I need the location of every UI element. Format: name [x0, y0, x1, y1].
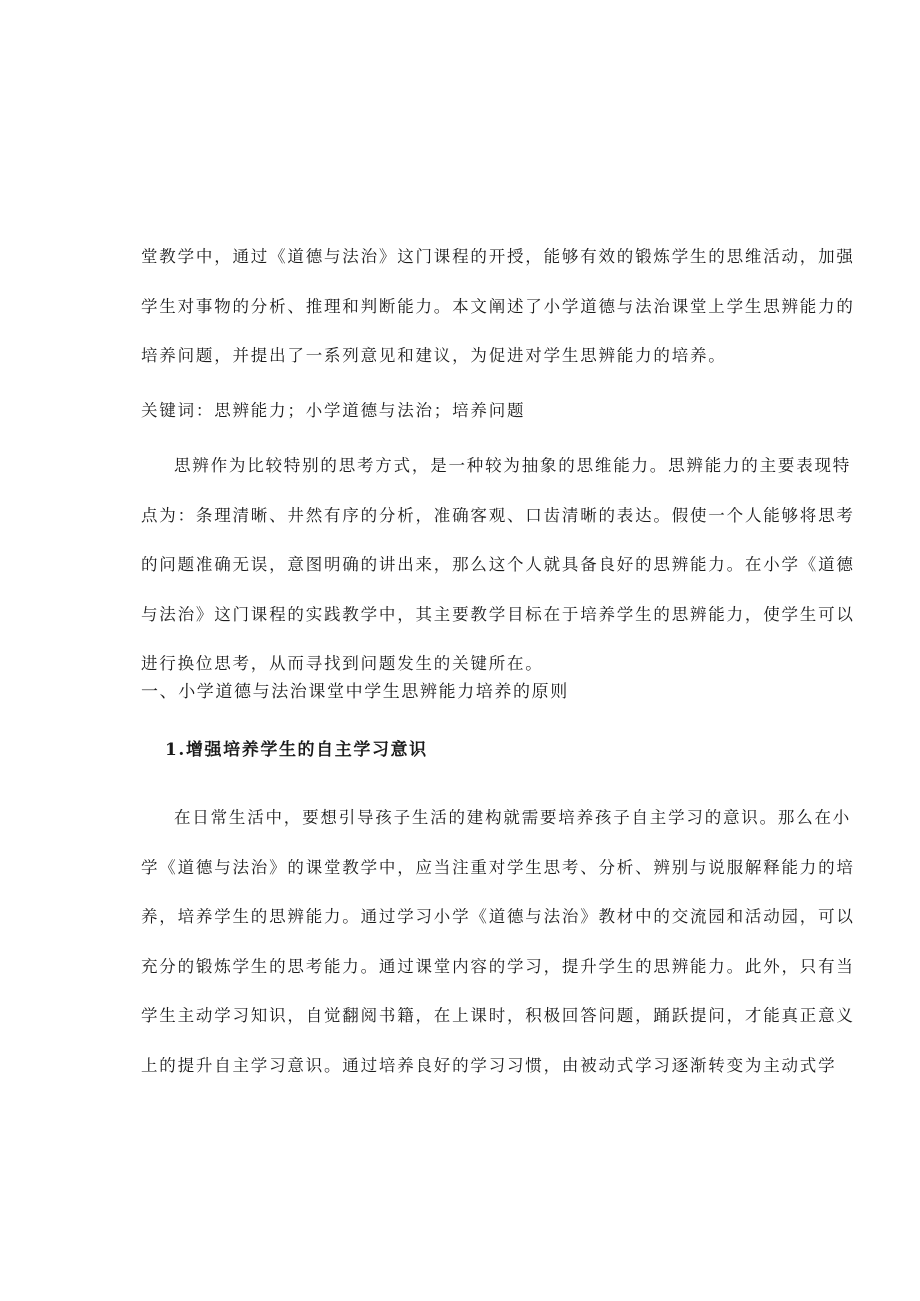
body-paragraph-3 — [141, 793, 855, 1090]
text-line: 的问题准确无误，意图明确的讲出来，那么这个人就具备良好的思辨能力。在小学《道德 — [141, 555, 855, 574]
text-line: 进行换位思考，从而寻找到问题发生的关键所在。 — [141, 654, 544, 673]
text-line: 充分的锻炼学生的思考能力。通过课堂内容的学习，提升学生的思辨能力。此外，只有当 — [141, 956, 855, 976]
keywords-line — [141, 386, 806, 436]
text-line: 思辨作为比较特别的思考方式，是一种较为抽象的思维能力。思辨能力的主要表现特 — [174, 456, 852, 475]
keywords-text: 关键词：思辨能力；小学道德与法治；培养问题 — [141, 401, 526, 420]
text-line: 学《道德与法治》的课堂教学中，应当注重对学生思考、分析、辨别与说服解释能力的培 — [141, 857, 855, 877]
text-line: 学生对事物的分析、推理和判断能力。本文阐述了小学道德与法治课堂上学生思辨能力的 — [141, 296, 855, 316]
text-line: 养，培养学生的思辨能力。通过学习小学《道德与法治》教材中的交流园和活动园，可以 — [141, 907, 855, 926]
text-line: 堂教学中，通过《道德与法治》这门课程的开授，能够有效的锻炼学生的思维活动，加强 — [141, 247, 855, 266]
text-line: 上的提升自主学习意识。通过培养良好的学习习惯，由被动式学习逐渐转变为主动式学 — [141, 1055, 837, 1075]
subsection-heading: 1.增强培养学生的自主学习意识 — [165, 740, 428, 760]
text-line: 与法治》这门课程的实践教学中，其主要教学目标在于培养学生的思辨能力，使学生可以 — [141, 604, 855, 624]
text-line: 在日常生活中，要想引导孩子生活的建构就需要培养孩子自主学习的意识。那么在小 — [174, 808, 852, 827]
text-line: 培养问题，并提出了一系列意见和建议，为促进对学生思辨能力的培养。 — [141, 346, 727, 365]
text-line: 学生主动学习知识，自觉翻阅书籍，在上课时，积极回答问题，踊跃提问，才能真正意义 — [141, 1006, 855, 1025]
section-heading: 一、小学道德与法治课堂中学生思辨能力培养的原则 — [141, 682, 569, 702]
intro-paragraph — [141, 232, 855, 381]
body-paragraph-2 — [141, 441, 855, 689]
text-line: 点为：条理清晰、井然有序的分析，准确客观、口齿清晰的表达。假使一个人能够将思考 — [141, 505, 855, 525]
